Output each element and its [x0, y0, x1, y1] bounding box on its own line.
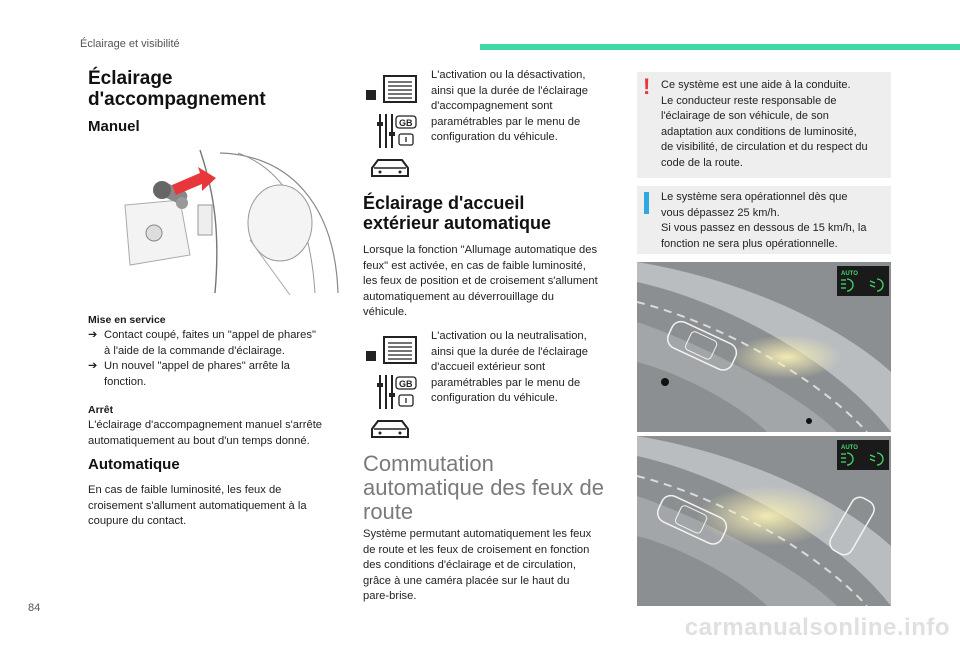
gb-label: GB	[399, 118, 413, 128]
screen-menu-icon	[366, 337, 416, 363]
arret-label: Arrêt	[88, 404, 114, 416]
header-accent-bar	[480, 44, 960, 50]
car-icon	[372, 421, 408, 437]
commutation-heading: Commutation automatique des feux de route	[363, 451, 604, 524]
warning-icon: !	[643, 74, 651, 99]
watermark: carmanualsonline.info	[684, 614, 950, 641]
road-scene-high-beam	[637, 436, 891, 606]
bullet-icon: ➔	[88, 360, 98, 372]
info-note: Le système sera opérationnel dès que vous dépassez 25 km/h. Si vous passez en dessous de 15 km/h, la fonction ne sera plus opérationnelle.	[637, 186, 891, 254]
config-menu-icons	[362, 72, 422, 184]
road-scene-low-beam	[637, 262, 891, 432]
page-number: 84	[28, 602, 41, 614]
settings-sliders-icon	[377, 114, 416, 148]
info-icon	[644, 192, 649, 214]
mise-en-service-section	[88, 313, 343, 390]
section-title: Éclairage et visibilité	[80, 38, 180, 50]
accueil-config-text: L'activation ou la neutralisation, ainsi que la durée de l'éclairage d'accueil extérieur sont paramétrables par le menu de configuration du véhicule.	[431, 330, 589, 404]
warning-note: ! Ce système est une aide à la conduite. Le conducteur reste responsable de l'éclairage de son véhicule, de son adaptation aux conditions de luminosité, de visibilité, de circulation et du respect du code de la route.	[637, 72, 891, 178]
screen-menu-icon	[366, 76, 416, 102]
arret-section: Arrêt L'éclairage d'accompagnement manuel s'arrête automatiquement au bout d'un temps donné.	[88, 403, 343, 449]
auto-label: AUTO	[841, 445, 858, 451]
automatique-heading: Automatique	[88, 456, 180, 473]
manuel-heading: Manuel	[88, 118, 140, 135]
car-icon	[372, 160, 408, 176]
list-item: ➔ Un nouvel "appel de phares" arrête la fonction.	[88, 359, 343, 390]
list-item: ➔ Contact coupé, faites un "appel de phares" à l'aide de la commande d'éclairage.	[88, 328, 343, 359]
config-menu-icons-2	[362, 333, 422, 445]
commutation-paragraph: Système permutant automatiquement les feux de route et les feux de croisement en fonction des conditions d'éclairage et de circulation, grâce à une caméra placée sur le haut du pare-brise.	[363, 528, 592, 602]
mise-en-service-label: Mise en service	[88, 314, 166, 326]
automatique-text: En cas de faible luminosité, les feux de croisement s'allument automatiquement à la coupure du contact.	[88, 484, 307, 527]
accompagnement-config-text: L'activation ou la désactivation, ainsi que la durée de l'éclairage d'accompagnement sont paramétrables par le menu de configuration du véhicule.	[431, 69, 589, 143]
settings-sliders-icon	[377, 375, 416, 409]
auto-label: AUTO	[841, 271, 858, 277]
steering-stalk-illustration	[120, 145, 340, 295]
page-title: Éclairage d'accompagnement	[88, 68, 266, 110]
bullet-icon: ➔	[88, 329, 98, 341]
accueil-paragraph: Lorsque la fonction "Allumage automatique des feux" est activée, en cas de faible luminosité, les feux de position et de croisement s'allument automatiquement au déverrouillage du véhicule.	[363, 244, 598, 318]
gb-label: GB	[399, 379, 413, 389]
accueil-heading: Éclairage d'accueil extérieur automatique	[363, 193, 552, 233]
